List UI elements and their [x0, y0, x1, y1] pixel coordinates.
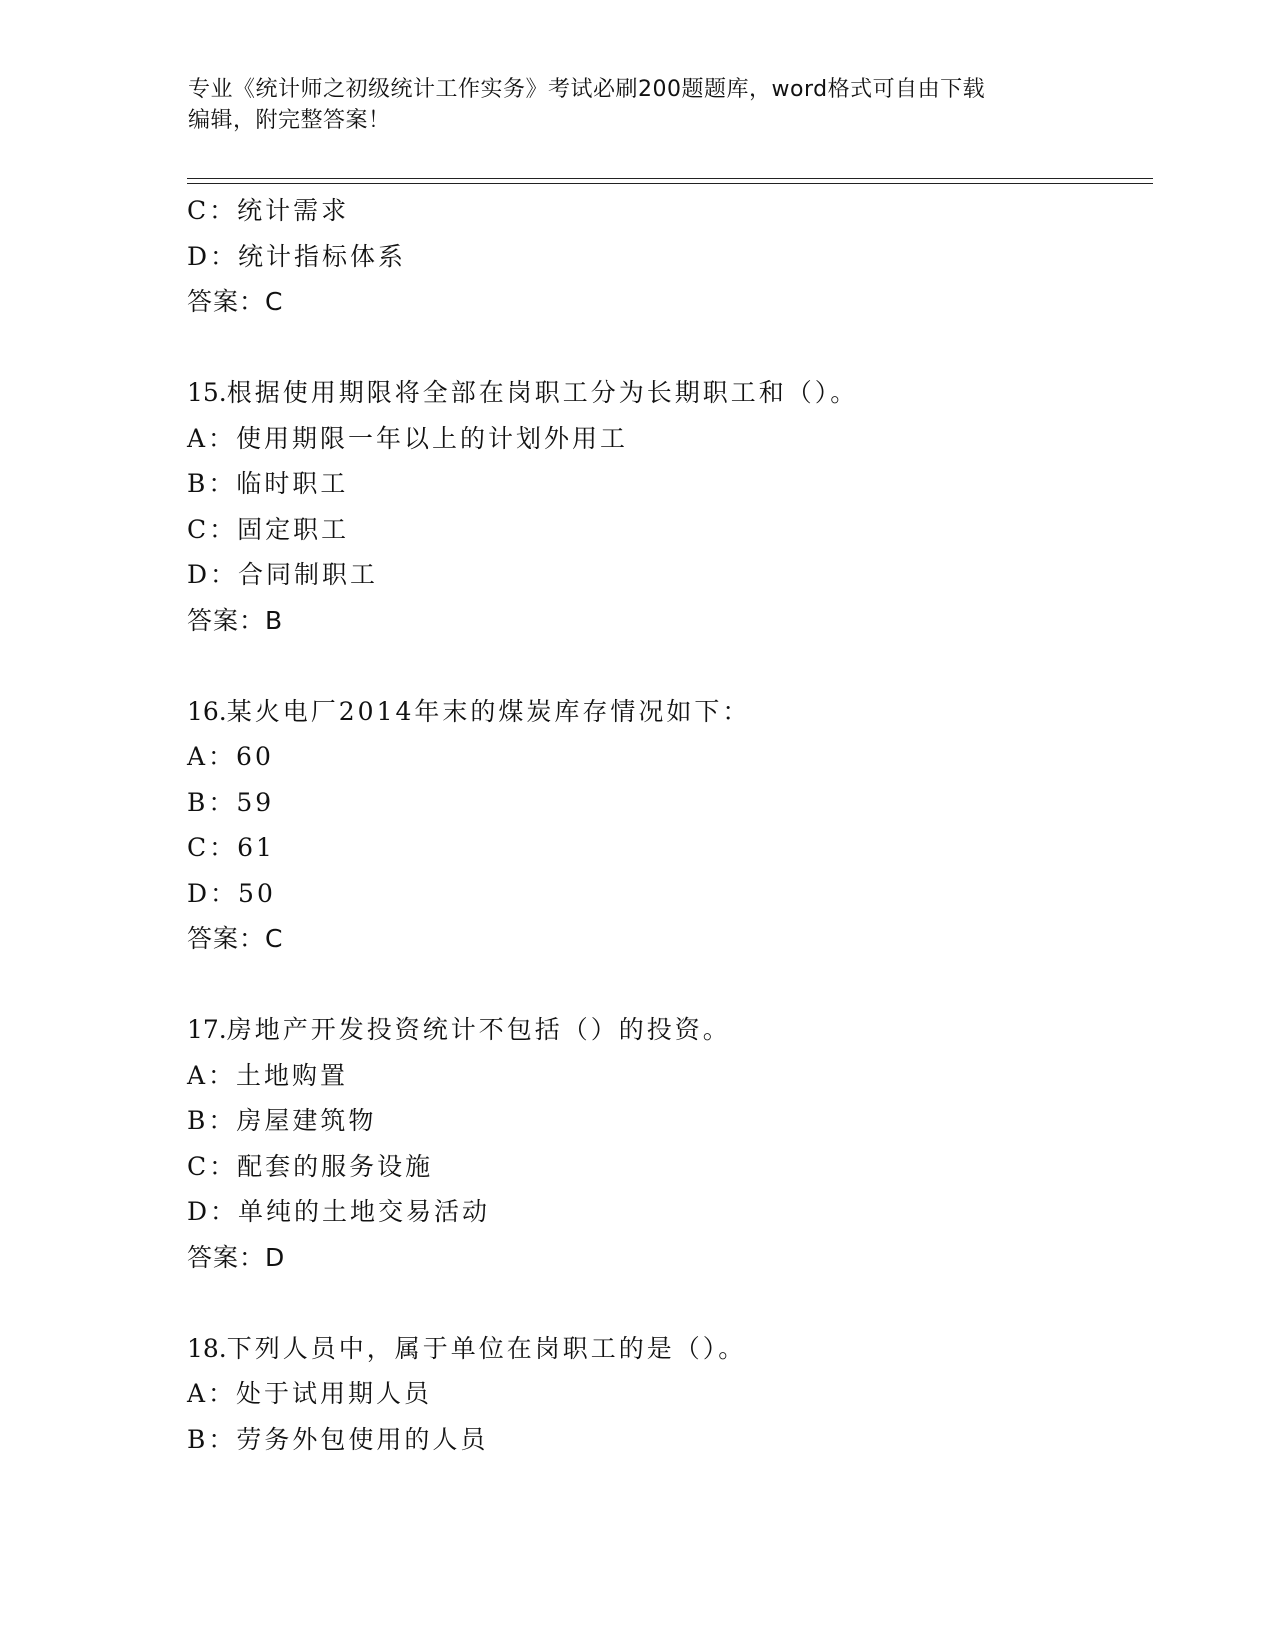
answer: 答案：D: [187, 1242, 286, 1272]
header-line-1: 专业《统计师之初级统计工作实务》考试必刷200题题库，word格式可自由下载: [188, 77, 986, 102]
question-stem: [187, 689, 1147, 735]
question-number: 15.: [187, 378, 227, 407]
question-text: 下列人员中，属于单位在岗职工的是（）。: [226, 1333, 747, 1363]
answer: 答案：C: [187, 924, 284, 953]
question-16: [187, 689, 1147, 963]
option-b: B：劳务外包使用的人员: [187, 1424, 489, 1454]
option-d: D：单纯的土地交易活动: [187, 1197, 491, 1226]
option-c: C：统计需求: [187, 196, 350, 225]
header-line-2: 编辑，附完整答案！: [188, 108, 391, 133]
option-a: A：60: [187, 742, 274, 771]
option-d: D：统计指标体系: [187, 241, 407, 271]
question-number: 17.: [187, 1015, 227, 1044]
question-list: [187, 188, 1147, 1462]
spacer: [187, 644, 1147, 689]
option-b: B：临时职工: [187, 469, 349, 498]
document-header: [188, 74, 1088, 136]
option-c: C：固定职工: [187, 514, 350, 544]
answer: 答案：C: [187, 287, 284, 316]
spacer: [187, 1281, 1147, 1326]
option-d: D：50: [187, 878, 276, 908]
header-divider-bottom: [187, 183, 1153, 184]
question-18: [187, 1326, 1147, 1463]
question-text: 根据使用期限将全部在岗职工分为长期职工和（）。: [226, 378, 859, 407]
question-stem: [187, 370, 1147, 416]
question-text: 房地产开发投资统计不包括（）的投资。: [226, 1015, 731, 1044]
question-number: 18.: [187, 1333, 227, 1363]
question-stem: [187, 1326, 1147, 1372]
header-divider-top: [187, 178, 1153, 179]
option-c: C：配套的服务设施: [187, 1151, 434, 1181]
option-c: C：61: [187, 833, 275, 862]
spacer: [187, 325, 1147, 370]
spacer: [187, 962, 1147, 1007]
previous-question-tail: [187, 188, 1147, 325]
question-text: 某火电厂2014年末的煤炭库存情况如下：: [226, 696, 751, 726]
option-b: B：房屋建筑物: [187, 1106, 377, 1135]
question-17: [187, 1007, 1147, 1281]
question-number: 16.: [187, 696, 227, 726]
option-b: B：59: [187, 787, 275, 817]
answer: 答案：B: [187, 605, 284, 635]
option-d: D：合同制职工: [187, 560, 379, 589]
option-a: A：土地购置: [187, 1060, 349, 1090]
question-15: [187, 370, 1147, 644]
question-stem: [187, 1007, 1147, 1053]
option-a: A：处于试用期人员: [187, 1379, 433, 1408]
option-a: A：使用期限一年以上的计划外用工: [187, 423, 629, 453]
